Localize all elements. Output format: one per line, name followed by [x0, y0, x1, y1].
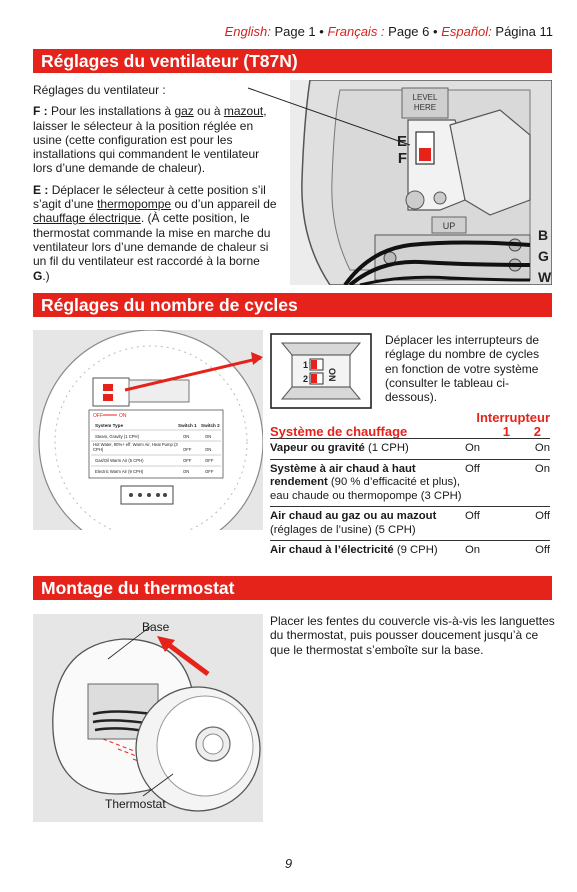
- f-gaz: gaz: [174, 104, 194, 119]
- f-text: ou à: [197, 104, 221, 119]
- section-title-fan-settings: Réglages du ventilateur (T87N): [33, 49, 552, 73]
- row-s2: On: [515, 459, 550, 507]
- mini-off-label: OFF: [93, 413, 103, 419]
- cycle-instructions: Déplacer les interrupteurs de réglage du nombre de cycles en fonction de votre système (consulter le tableau ci-dessous).: [385, 333, 540, 405]
- level-here-line1: LEVEL: [412, 93, 438, 102]
- mini-row-2-s2: ON: [205, 447, 212, 452]
- mini-header-system: System Type: [95, 423, 123, 428]
- mounting-figure: [33, 614, 263, 822]
- mini-row-3-s1: OFF: [183, 458, 192, 463]
- nav-english-label: English:: [224, 24, 271, 39]
- mini-row-1-s1: ON: [183, 434, 190, 439]
- mini-row-4-s2: OFF: [205, 469, 214, 474]
- e-borne: G: [33, 268, 43, 283]
- row-system-rest: (90 % d’efficacité et plus), eau chaude ou thermopompe (3 CPH): [270, 476, 462, 502]
- row-system-rest: (1 CPH): [364, 442, 409, 454]
- label-base: Base: [142, 620, 170, 634]
- leader-line: [240, 85, 430, 155]
- f-text: , laisser le sélecteur à la position réglée en usine (cette configuration est pour les installations qui commandent le ventilateur lors d’une demande de chaleur).: [33, 104, 267, 176]
- e-thermopompe: thermopompe: [97, 197, 172, 212]
- fan-e-paragraph: [33, 183, 278, 283]
- dip-switch-2: [311, 374, 317, 383]
- mini-row-4-system: Electric Warm Air (9 CPH): [95, 469, 144, 474]
- mini-header-switch1: Switch 1: [178, 423, 197, 428]
- nav-espanol-label: Español:: [441, 24, 492, 39]
- nav-separator: •: [433, 24, 438, 39]
- mini-row-1-system: Steam, Gravity (1 CPH): [95, 434, 139, 439]
- switch-e-label: E: [396, 133, 407, 150]
- section-title-mounting: Montage du thermostat: [33, 576, 552, 600]
- row-s1: Off: [465, 459, 515, 507]
- row-system-bold: Air chaud au gaz ou au mazout: [270, 510, 437, 522]
- dip-on-label: ON: [327, 368, 337, 382]
- language-nav: [225, 24, 553, 39]
- nav-separator: •: [319, 24, 324, 39]
- f-text: Pour les installations à: [51, 104, 172, 119]
- header-switch-group: Interrupteur: [476, 410, 550, 425]
- dip-switch-1: [311, 360, 317, 369]
- mini-header-switch2: Switch 2: [201, 423, 220, 428]
- dip-number-1: 1: [303, 360, 309, 370]
- table-header-row: [270, 425, 550, 439]
- mounting-instructions: Placer les fentes du couvercle vis-à-vis les languettes du thermostat, puis pousser doucement jusqu’à ce que le thermostat s’emboîte sur la base.: [270, 614, 555, 657]
- fan-intro: Réglages du ventilateur :: [33, 83, 166, 97]
- e-text: . (À cette position, le thermostat commande la mise en marche du ventilateur lors d’une demande de chaleur si un fil du ventilateur est raccordé à la borne: [33, 211, 271, 269]
- header-switch2: 2: [533, 423, 541, 439]
- row-system-bold: Air chaud à l’électricité: [270, 544, 394, 556]
- up-label: UP: [442, 221, 456, 231]
- e-chauffage: chauffage électrique: [33, 211, 141, 226]
- row-s1: On: [465, 541, 515, 561]
- row-s2: Off: [515, 541, 550, 561]
- nav-espanol-page[interactable]: Página 11: [495, 24, 553, 39]
- header-switch1: 1: [502, 423, 510, 439]
- row-s2: On: [515, 439, 550, 460]
- row-s1: Off: [465, 507, 515, 541]
- table-row: [270, 439, 550, 460]
- table-row: [270, 459, 550, 507]
- mini-on-label: ON: [119, 413, 127, 419]
- nav-francais-label: Français :: [327, 24, 385, 39]
- table-header-row: [270, 411, 550, 425]
- switch-zoom-figure: [270, 333, 372, 409]
- terminal-g-label: G: [538, 248, 549, 264]
- mini-row-4-s1: ON: [183, 469, 190, 474]
- mini-row-2-s1: OFF: [183, 447, 192, 452]
- label-thermostat: Thermostat: [105, 797, 166, 811]
- switch-f-label: F: [397, 150, 407, 167]
- table-row: [270, 541, 550, 561]
- table-row: [270, 507, 550, 541]
- nav-francais-page[interactable]: Page 6: [388, 24, 430, 39]
- mini-row-3-system: Gas/Oil Warm Air (5 CPH): [95, 458, 144, 463]
- page-number: 9: [284, 856, 293, 871]
- terminal-b-label: B: [538, 227, 549, 243]
- cycle-switch-figure: [33, 330, 263, 530]
- dip-number-2: 2: [303, 374, 309, 384]
- row-system-bold: Système à air chaud à haut rendement: [270, 462, 416, 488]
- row-system-rest: (9 CPH): [393, 544, 438, 556]
- row-s1: On: [465, 439, 515, 460]
- nav-english-page[interactable]: Page 1: [274, 24, 316, 39]
- row-s2: Off: [515, 507, 550, 541]
- header-system: Système de chauffage: [270, 423, 408, 439]
- e-text: Déplacer le sélecteur à cette position s’il s’agit d’une: [33, 182, 266, 212]
- e-text: ou d’un appareil de: [174, 197, 277, 212]
- e-label: E :: [33, 182, 49, 197]
- section-title-cycle-settings: Réglages du nombre de cycles: [33, 293, 552, 317]
- f-mazout: mazout: [223, 104, 264, 119]
- row-system-bold: Vapeur ou gravité: [270, 442, 365, 454]
- mini-row-3-s2: OFF: [205, 458, 214, 463]
- row-system-rest: (réglages de l’usine) (5 CPH): [270, 523, 416, 536]
- mini-row-1-s2: ON: [205, 434, 212, 439]
- terminal-w-label: W: [538, 269, 552, 285]
- mini-row-2-system: Hot Water, 90%+ eff. Warm Air, Heat Pump (3 CPH): [93, 442, 178, 452]
- level-here-line2: HERE: [413, 103, 437, 112]
- cycle-table: [270, 411, 550, 561]
- f-label: F :: [33, 104, 48, 119]
- e-text: .): [42, 268, 50, 283]
